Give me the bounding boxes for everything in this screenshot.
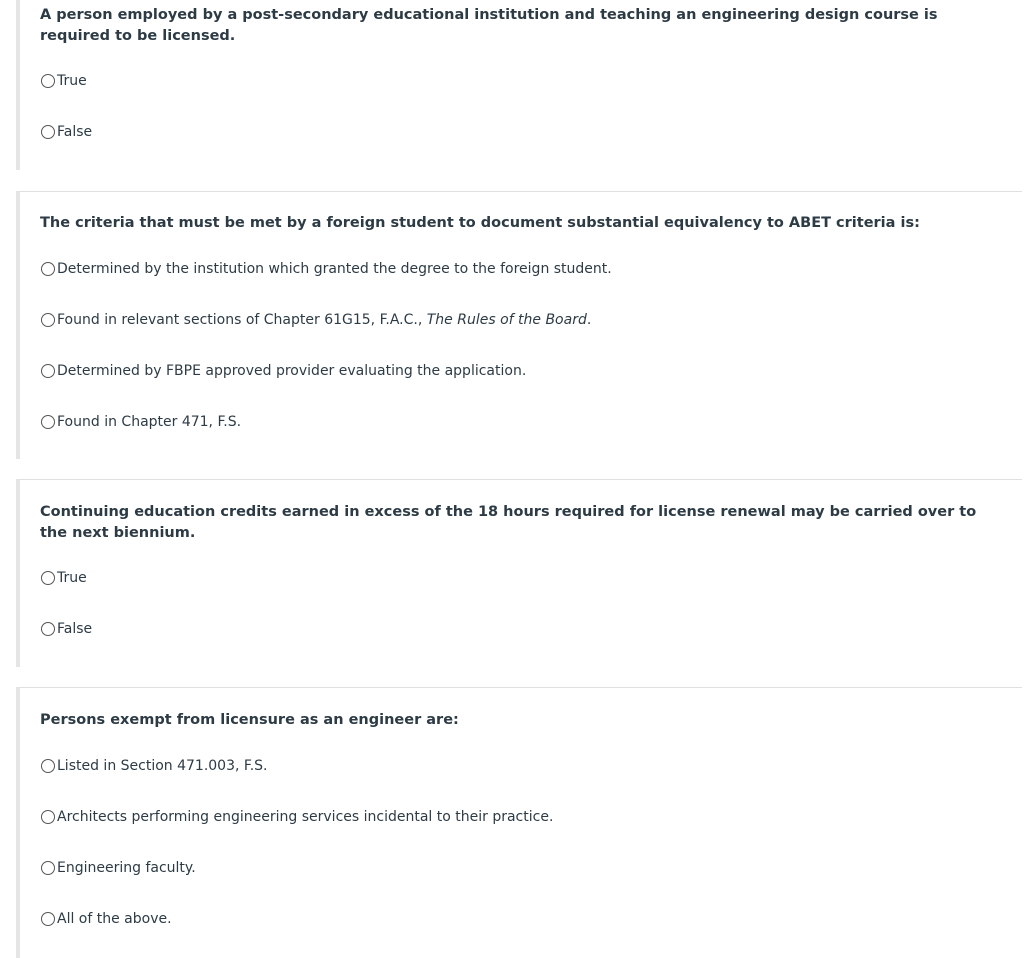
radio-button[interactable] (41, 262, 55, 276)
answer-option[interactable] (41, 569, 87, 587)
answer-label: Determined by FBPE approved provider evaluating the application. (57, 363, 527, 379)
answer-option[interactable] (41, 859, 196, 877)
answer-option[interactable] (41, 413, 241, 431)
question-2 (16, 191, 1022, 459)
answer-label: True (57, 73, 87, 89)
answer-option[interactable] (41, 808, 553, 826)
question-text: Continuing education credits earned in excess of the 18 hours required for license renewal may be carried over to the next biennium. (40, 504, 977, 541)
radio-button[interactable] (41, 622, 55, 636)
answer-label: Listed in Section 471.003, F.S. (57, 758, 268, 774)
radio-button[interactable] (41, 759, 55, 773)
answer-label (57, 312, 591, 328)
answer-label: Engineering faculty. (57, 860, 196, 876)
radio-button[interactable] (41, 74, 55, 88)
answer-label: Found in Chapter 471, F.S. (57, 414, 242, 430)
answer-option[interactable] (41, 123, 92, 141)
question-3 (16, 479, 1022, 667)
question-text: The criteria that must be met by a foreign student to document substantial equivalency to ABET criteria is: (40, 215, 920, 231)
answer-option[interactable] (41, 311, 591, 329)
radio-button[interactable] (41, 125, 55, 139)
answer-label: Architects performing engineering services incidental to their practice. (57, 809, 554, 825)
radio-button[interactable] (41, 364, 55, 378)
question-4 (16, 687, 1022, 958)
radio-button[interactable] (41, 415, 55, 429)
answer-label: All of the above. (57, 911, 172, 927)
answer-label-text: Found in relevant sections of Chapter 61G15, F.A.C., (57, 312, 427, 328)
answer-option[interactable] (41, 757, 268, 775)
question-text: A person employed by a post-secondary educational institution and teaching an engineering design course is required to be licensed. (40, 7, 938, 44)
answer-option[interactable] (41, 260, 612, 278)
radio-button[interactable] (41, 313, 55, 327)
answer-label: False (57, 124, 93, 140)
radio-button[interactable] (41, 861, 55, 875)
answer-label-suffix: . (586, 312, 592, 328)
answer-label-italic: The Rules of the Board (426, 312, 587, 328)
answer-label: False (57, 621, 93, 637)
question-text: Persons exempt from licensure as an engineer are: (40, 712, 459, 728)
radio-button[interactable] (41, 810, 55, 824)
radio-button[interactable] (41, 571, 55, 585)
answer-option[interactable] (41, 910, 172, 928)
question-1 (16, 0, 1022, 170)
answer-label: Determined by the institution which granted the degree to the foreign student. (57, 261, 612, 277)
answer-label: True (57, 570, 87, 586)
radio-button[interactable] (41, 912, 55, 926)
answer-option[interactable] (41, 620, 92, 638)
answer-option[interactable] (41, 362, 526, 380)
answer-option[interactable] (41, 72, 87, 90)
